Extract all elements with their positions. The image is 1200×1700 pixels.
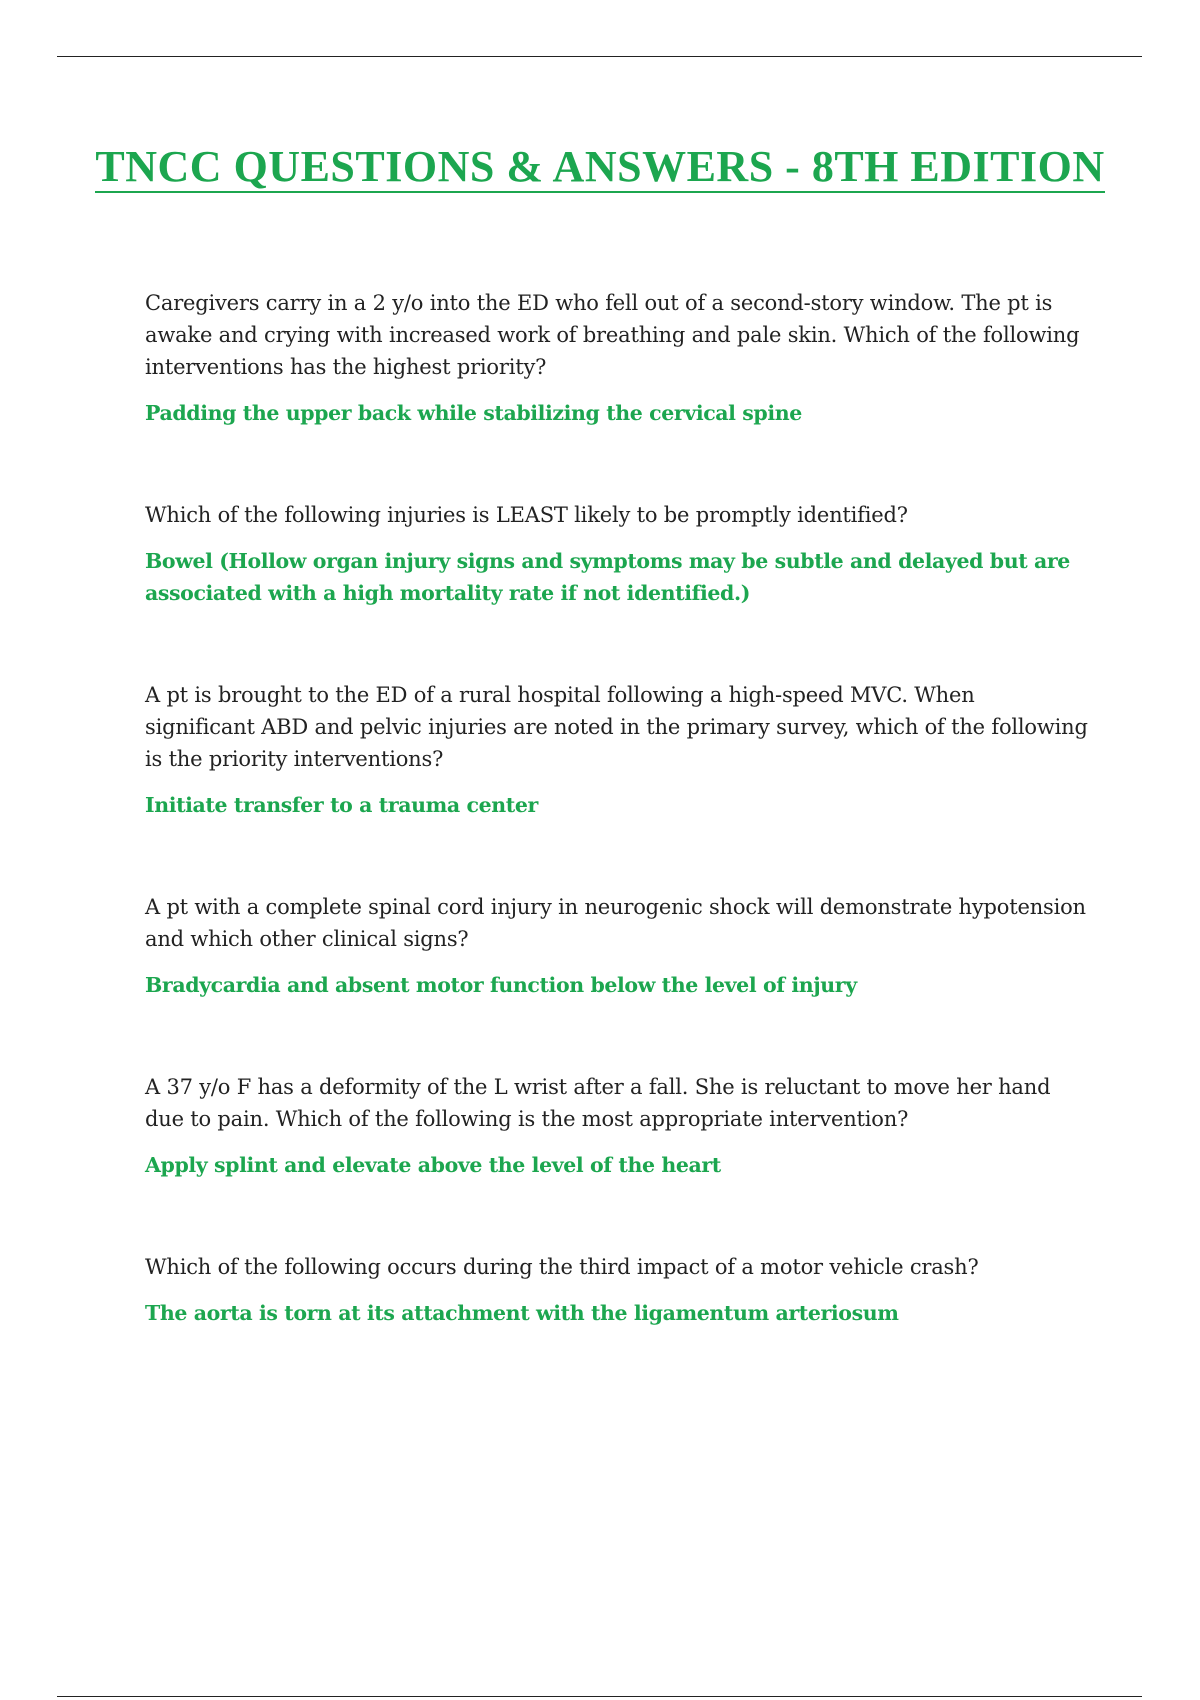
page-title-text: TNCC QUESTIONS & ANSWERS - 8TH EDITION [95, 142, 1105, 191]
qa-list [145, 287, 1090, 1399]
qa-item-5 [145, 1071, 1090, 1181]
question-text: Which of the following injuries is LEAST likely to be promptly identified? [145, 503, 908, 527]
answer-text: Padding the upper back while stabilizing the cervical spine [145, 401, 802, 425]
qa-item-4 [145, 891, 1090, 1001]
question-text: Caregivers carry in a 2 y/o into the ED who fell out of a second-story window. The pt is awake and crying with increased work of breathing and pale skin. Which of the following interventions has the highest priority? [145, 291, 1080, 379]
question-text: A pt with a complete spinal cord injury in neurogenic shock will demonstrate hypotension and which other clinical signs? [145, 895, 1086, 951]
answer-text: Initiate transfer to a trauma center [145, 793, 538, 817]
qa-item-1 [145, 287, 1090, 429]
answer-text: Apply splint and elevate above the level of the heart [145, 1153, 721, 1177]
page-title [0, 142, 1200, 193]
answer-text: Bradycardia and absent motor function below the level of injury [145, 973, 857, 997]
top-rule [57, 56, 1142, 57]
qa-item-6 [145, 1251, 1090, 1329]
answer-text: The aorta is torn at its attachment with the ligamentum arteriosum [145, 1301, 899, 1325]
qa-item-2 [145, 499, 1090, 609]
bottom-rule [57, 1696, 1142, 1697]
question-text: A pt is brought to the ED of a rural hospital following a high-speed MVC. When significant ABD and pelvic injuries are noted in the primary survey, which of the following is the priority interventions? [145, 683, 1088, 771]
answer-text: Bowel (Hollow organ injury signs and symptoms may be subtle and delayed but are associated with a high mortality rate if not identified.) [145, 549, 1070, 605]
question-text: Which of the following occurs during the third impact of a motor vehicle crash? [145, 1255, 979, 1279]
question-text: A 37 y/o F has a deformity of the L wrist after a fall. She is reluctant to move her hand due to pain. Which of the following is the most appropriate intervention? [145, 1075, 1051, 1131]
qa-item-3 [145, 679, 1090, 821]
